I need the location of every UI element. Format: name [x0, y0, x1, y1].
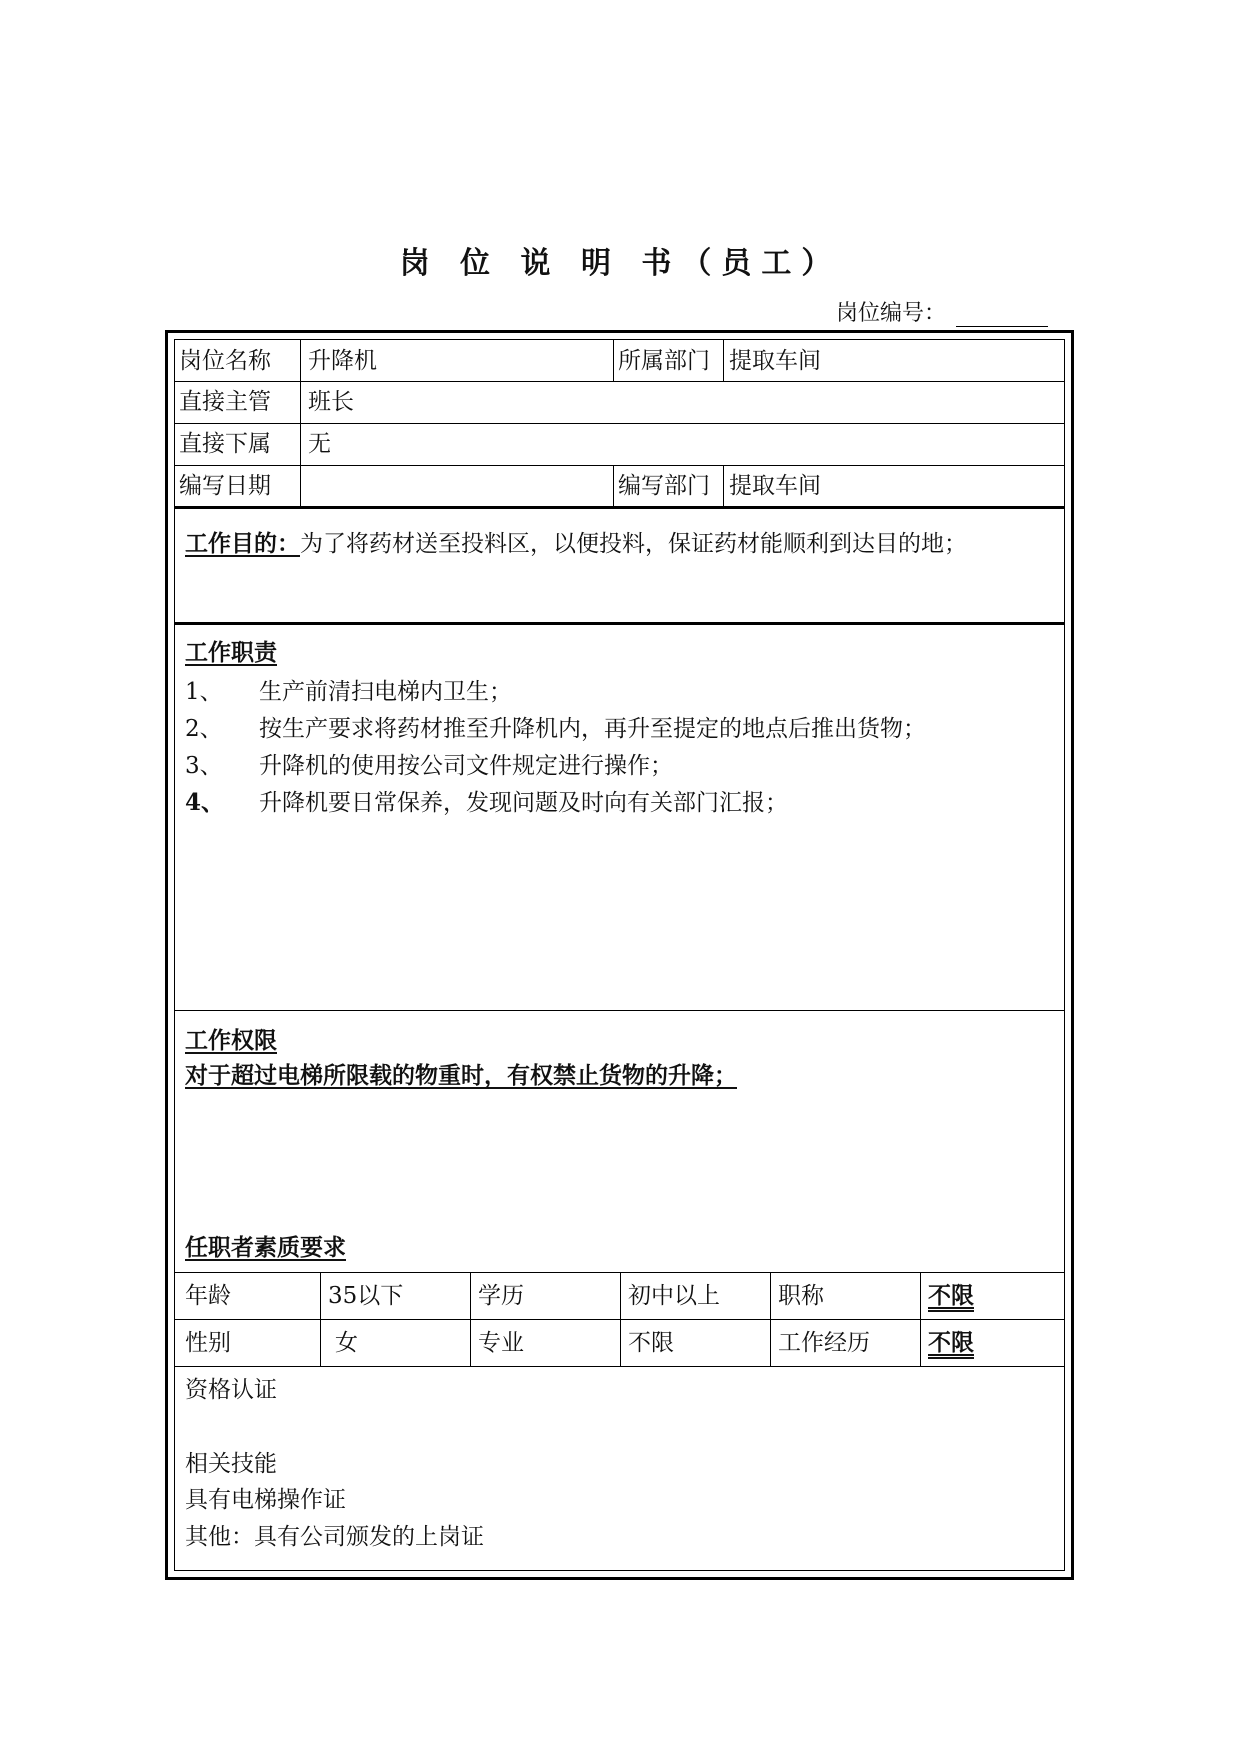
supervisor-value: 班长	[308, 389, 354, 415]
authority-heading: 工作权限	[185, 1028, 277, 1054]
post-number-label: 岗位编号：	[836, 301, 947, 326]
duty-item	[185, 678, 512, 706]
supervisor-label: 直接主管	[179, 389, 271, 415]
section-divider	[175, 622, 1064, 625]
col-divider	[723, 340, 724, 382]
dept-label: 所属部门	[618, 348, 710, 374]
duty-text: 生产前清扫电梯内卫生；	[259, 679, 512, 705]
col-divider	[300, 340, 301, 507]
skills-label: 相关技能	[185, 1451, 277, 1477]
duty-text: 升降机要日常保养，发现问题及时向有关部门汇报；	[259, 790, 788, 816]
job-description-form	[165, 330, 1074, 1580]
col-divider	[320, 1272, 321, 1367]
col-divider	[920, 1272, 921, 1367]
authority-text: 对于超过电梯所限载的物重时，有权禁止货物的升降；	[185, 1063, 737, 1089]
writer-dept-value: 提取车间	[729, 473, 821, 499]
duty-text: 升降机的使用按公司文件规定进行操作；	[259, 753, 673, 779]
duty-number: 4、	[185, 789, 225, 816]
dept-value: 提取车间	[729, 348, 821, 374]
duty-text: 按生产要求将药材推至升降机内，再升至提定的地点后推出货物；	[259, 716, 926, 742]
title-label: 职称	[778, 1283, 824, 1309]
purpose	[185, 530, 967, 558]
col-divider	[620, 1272, 621, 1367]
post-name-label: 岗位名称	[179, 348, 271, 374]
duty-item	[185, 715, 926, 743]
date-label: 编写日期	[179, 473, 271, 499]
form-inner-frame	[174, 339, 1065, 1571]
education-value: 初中以上	[628, 1283, 720, 1309]
row-divider	[175, 465, 1064, 466]
duty-item	[185, 752, 673, 780]
duty-item	[185, 789, 788, 817]
duties-heading: 工作职责	[185, 640, 277, 666]
duty-number: 1、	[185, 679, 223, 705]
purpose-label: 工作目的：	[185, 531, 300, 557]
other-text: 其他：具有公司颁发的上岗证	[185, 1524, 484, 1550]
gender-label: 性别	[185, 1330, 231, 1356]
post-name-value: 升降机	[308, 348, 377, 374]
col-divider	[613, 340, 614, 382]
purpose-text: 为了将药材送至投料区，以便投料，保证药材能顺利到达目的地；	[300, 531, 967, 557]
col-divider	[723, 465, 724, 507]
education-label: 学历	[478, 1283, 524, 1309]
age-value: 35以下	[328, 1283, 404, 1309]
duty-number: 2、	[185, 716, 223, 742]
row-divider	[175, 423, 1064, 424]
post-number	[836, 296, 1048, 327]
age-label: 年龄	[185, 1283, 231, 1309]
gender-value: 女	[335, 1330, 358, 1356]
qualification-label: 资格认证	[185, 1377, 277, 1403]
major-label: 专业	[478, 1330, 524, 1356]
section-divider	[175, 506, 1064, 509]
section-divider	[175, 1010, 1064, 1011]
subordinate-label: 直接下属	[179, 431, 271, 457]
col-divider	[770, 1272, 771, 1367]
writer-dept-label: 编写部门	[618, 473, 710, 499]
col-divider	[470, 1272, 471, 1367]
document-title: 岗 位 说 明 书（员工）	[399, 246, 842, 281]
major-value: 不限	[628, 1330, 674, 1356]
subordinate-value: 无	[308, 431, 331, 457]
experience-value: 不限	[928, 1330, 974, 1356]
experience-label: 工作经历	[778, 1330, 870, 1356]
duty-number: 3、	[185, 753, 223, 779]
row-divider	[175, 381, 1064, 382]
skills-text: 具有电梯操作证	[185, 1487, 346, 1513]
post-number-blank	[956, 302, 1048, 327]
requirements-heading: 任职者素质要求	[185, 1235, 346, 1261]
col-divider	[613, 465, 614, 507]
title-value: 不限	[928, 1283, 974, 1309]
